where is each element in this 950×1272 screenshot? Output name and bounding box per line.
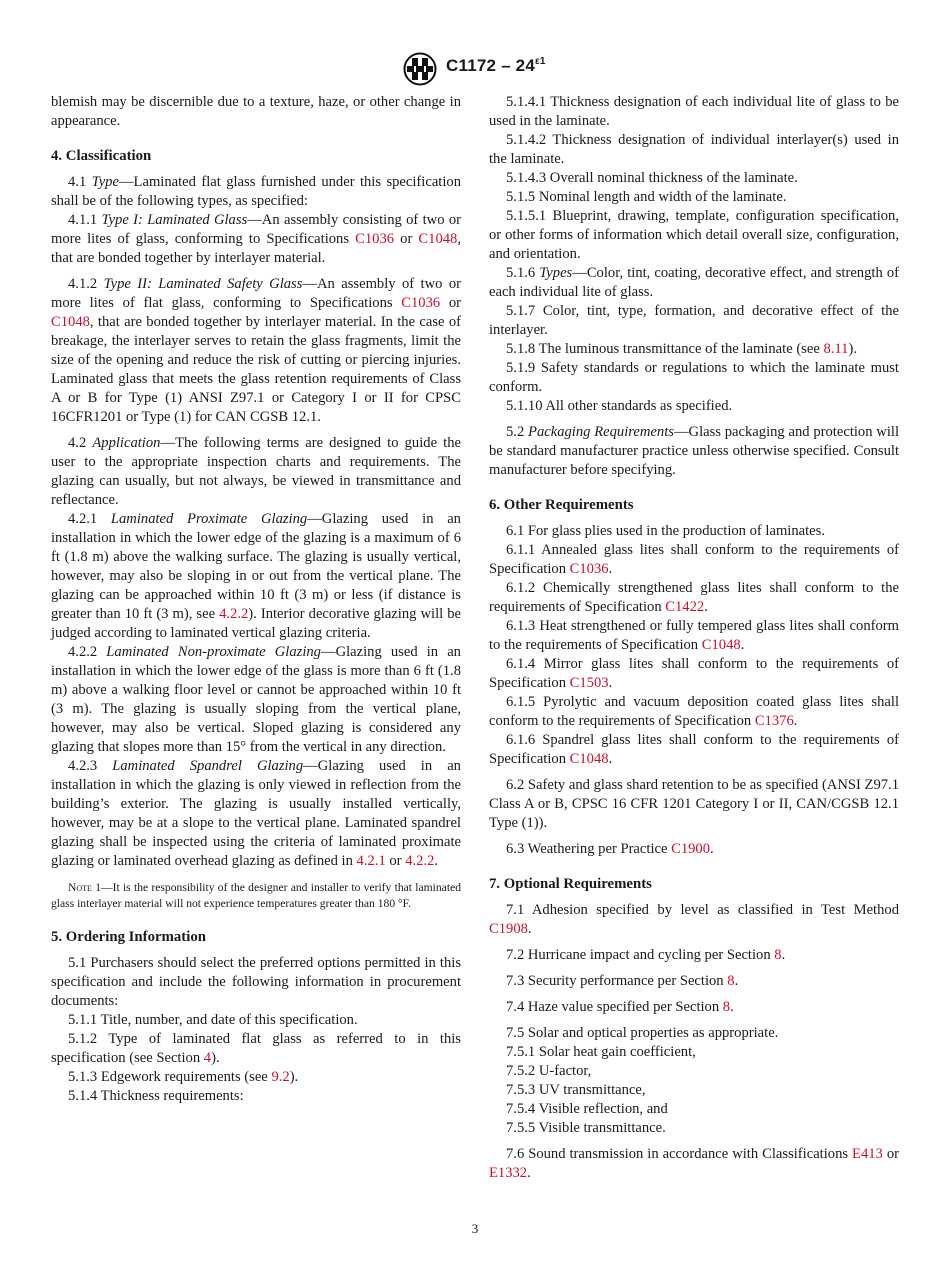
paragraph-6-1-4: 6.1.4 Mirror glass lites shall conform to the requirements of Specification C1503. — [489, 656, 899, 691]
paragraph-5-1-5-1: 5.1.5.1 Blueprint, drawing, template, configuration specification, or other forms of information which detail overall size, configuration, and orientation. — [489, 208, 899, 262]
paragraph-7-5-4: 7.5.4 Visible reflection, and — [506, 1101, 668, 1117]
paragraph-blemish: blemish may be discernible due to a texture, haze, or other change in appearance. — [51, 94, 461, 129]
paragraph-5-1: 5.1 Purchasers should select the preferred options permitted in this specification and include the following information in procurement documents: — [51, 955, 461, 1009]
paragraph-4-2-1: 4.2.1 Laminated Proximate Glazing—Glazing used in an installation in which the lower edge of the glazing is a maximum of 6 ft (1.8 m) above the walking surface. The glazing is usually vertical, however, may also be sloping in or out from the vertical plane. The glazing can be approached within 10 ft (3 m) or less (if distance is greater than 10 ft (3 m), see 4.2.2). Interior decorative glazing will be judged according to laminated vertical glazing criteria. — [51, 511, 461, 641]
paragraph-5-1-9: 5.1.9 Safety standards or regulations to which the laminate must conform. — [489, 360, 899, 395]
link-section-8[interactable]: 8 — [774, 947, 782, 963]
paragraph-5-1-2: 5.1.2 Type of laminated flat glass as referred to in this specification (see Section 4). — [51, 1031, 461, 1066]
page-number: 3 — [471, 1221, 479, 1236]
page-header — [0, 52, 950, 86]
paragraph-5-1-10: 5.1.10 All other standards as specified. — [506, 398, 733, 414]
link-c1503[interactable]: C1503 — [569, 675, 609, 691]
paragraph-7-5-5: 7.5.5 Visible transmittance. — [506, 1120, 666, 1136]
paragraph-5-1-7: 5.1.7 Color, tint, type, formation, and decorative effect of the interlayer. — [489, 303, 899, 338]
link-c1900[interactable]: C1900 — [671, 841, 711, 857]
paragraph-5-1-4: 5.1.4 Thickness requirements: — [68, 1088, 244, 1104]
paragraph-5-1-4-2: 5.1.4.2 Thickness designation of individual interlayer(s) used in the laminate. — [489, 132, 899, 167]
paragraph-6-2: 6.2 Safety and glass shard retention to be as specified (ANSI Z97.1 Class A or B, CPSC 16 CFR 1201 Category I or II, CAN/CGSB 12.1 Type (1)). — [489, 777, 899, 831]
paragraph-5-1-8: 5.1.8 The luminous transmittance of the laminate (see 8.11). — [506, 341, 857, 357]
link-c1036[interactable]: C1036 — [401, 295, 441, 311]
link-8-11[interactable]: 8.11 — [823, 341, 849, 357]
link-c1048[interactable]: C1048 — [418, 231, 458, 247]
paragraph-5-1-6: 5.1.6 Types—Color, tint, coating, decorative effect, and strength of each individual lite of glass. — [489, 265, 899, 300]
section-7-heading: 7. Optional Requirements — [489, 876, 652, 892]
link-c1036[interactable]: C1036 — [355, 231, 395, 247]
link-c1376[interactable]: C1376 — [754, 713, 794, 729]
paragraph-6-1-1: 6.1.1 Annealed glass lites shall conform to the requirements of Specification C1036. — [489, 542, 899, 577]
paragraph-7-2: 7.2 Hurricane impact and cycling per Section 8. — [506, 947, 786, 963]
paragraph-6-1-5: 6.1.5 Pyrolytic and vacuum deposition coated glass lites shall conform to the requirements of Specification C1376. — [489, 694, 899, 729]
paragraph-5-1-4-3: 5.1.4.3 Overall nominal thickness of the laminate. — [506, 170, 798, 186]
section-6-heading: 6. Other Requirements — [489, 497, 634, 513]
paragraph-7-5: 7.5 Solar and optical properties as appropriate. — [506, 1025, 779, 1041]
paragraph-7-4: 7.4 Haze value specified per Section 8. — [506, 999, 734, 1015]
paragraph-6-1-6: 6.1.6 Spandrel glass lites shall conform to the requirements of Specification C1048. — [489, 732, 899, 767]
right-column — [489, 93, 899, 1183]
paragraph-6-3: 6.3 Weathering per Practice C1900. — [506, 841, 714, 857]
paragraph-7-1: 7.1 Adhesion specified by level as classified in Test Method C1908. — [489, 902, 899, 937]
left-column — [51, 93, 461, 1106]
paragraph-4-1-2: 4.1.2 Type II: Laminated Safety Glass—An assembly of two or more lites of flat glass, conforming to Specifications C1036 or C1048, that are bonded together by interlayer material. In the case of breakage, the interlayer serves to retain the glass fragments, limit the size of the opening and reduce the risk of cutting or piercing injuries. Laminated glass that meets the glass retention requirements of Class A or B for Type (1) ANSI Z97.1 or Category I or II for CPSC 16CFR1201 or Type (1) for CAN CGSB 12.1. — [51, 276, 462, 425]
note-1: Note 1—It is the responsibility of the designer and installer to verify that laminated glass interlayer material will not experience temperatures greater than 180 °F. — [51, 881, 461, 910]
link-section-8[interactable]: 8 — [722, 999, 731, 1015]
link-4-2-2[interactable]: 4.2.2 — [219, 606, 249, 622]
link-e1332[interactable]: E1332 — [489, 1165, 528, 1181]
link-c1036[interactable]: C1036 — [569, 561, 609, 577]
link-4-2-2[interactable]: 4.2.2 — [405, 853, 435, 869]
link-c1048[interactable]: C1048 — [51, 314, 90, 330]
astm-logo-icon — [402, 52, 438, 86]
paragraph-4-1-1: 4.1.1 Type I: Laminated Glass—An assembly consisting of two or more lites of glass, conforming to Specifications C1036 or C1048, that are bonded together by interlayer material. — [51, 212, 461, 266]
link-c1908[interactable]: C1908 — [489, 921, 528, 937]
paragraph-4-2-2: 4.2.2 Laminated Non-proximate Glazing—Glazing used in an installation in which the lower edge of the glass is more than 6 ft (1.8 m) above a walking floor level or cannot be approached within 10 ft (3 m). The glazing is usually sloping from the vertical plane, however, may also be vertical. Sloped glazing is considered any glazing that slopes more than 15° from the vertical in any direction. — [51, 644, 461, 755]
link-section-4[interactable]: 4 — [203, 1050, 212, 1066]
paragraph-7-5-2: 7.5.2 U-factor, — [506, 1063, 592, 1079]
link-c1048[interactable]: C1048 — [701, 637, 741, 653]
paragraph-6-1: 6.1 For glass plies used in the production of laminates. — [506, 523, 825, 539]
paragraph-5-1-4-1: 5.1.4.1 Thickness designation of each individual lite of glass to be used in the laminate. — [489, 94, 899, 129]
link-9-2[interactable]: 9.2 — [271, 1069, 290, 1085]
paragraph-5-1-1: 5.1.1 Title, number, and date of this specification. — [68, 1012, 358, 1028]
paragraph-6-1-3: 6.1.3 Heat strengthened or fully tempered glass lites shall conform to the requirements of Specification C1048. — [489, 618, 899, 653]
link-4-2-1[interactable]: 4.2.1 — [356, 853, 386, 869]
link-c1422[interactable]: C1422 — [665, 599, 705, 615]
section-4-heading: 4. Classification — [51, 148, 152, 164]
paragraph-5-2: 5.2 Packaging Requirements—Glass packaging and protection will be standard manufacturer practice unless otherwise specified. Consult manufacturer before specifying. — [489, 424, 900, 478]
link-c1048[interactable]: C1048 — [569, 751, 609, 767]
paragraph-7-6: 7.6 Sound transmission in accordance with Classifications E413 or E1332. — [489, 1146, 899, 1181]
paragraph-5-1-5: 5.1.5 Nominal length and width of the laminate. — [506, 189, 787, 205]
paragraph-6-1-2: 6.1.2 Chemically strengthened glass lites shall conform to the requirements of Specification C1422. — [489, 580, 899, 615]
link-e413[interactable]: E413 — [852, 1146, 883, 1162]
section-5-heading: 5. Ordering Information — [51, 929, 206, 945]
paragraph-5-1-3: 5.1.3 Edgework requirements (see 9.2). — [68, 1069, 299, 1085]
epsilon-superscript: ε1 — [534, 56, 546, 67]
paragraph-4-2: 4.2 Application—The following terms are designed to guide the user to the appropriate inspection charts and requirements. The glazing can usually, but not always, be viewed in transmittance and reflectance. — [51, 435, 461, 508]
document-designation: $C1172 - 24^{\varepsilon 1}$ — [446, 56, 546, 75]
paragraph-4-2-3: 4.2.3 Laminated Spandrel Glazing—Glazing used in an installation in which the glazing is only viewed in reflection from the building’s exterior. The glazing is usually installed vertically, however, may be at a slope to the vertical plane. Laminated spandrel glazing shall be inspected using the criteria of laminated proximate glazing or laminated overhead glazing as defined in 4.2.1 or 4.2.2. — [51, 758, 461, 869]
paragraph-7-5-3: 7.5.3 UV transmittance, — [506, 1082, 646, 1098]
paragraph-7-5-1: 7.5.1 Solar heat gain coefficient, — [506, 1044, 696, 1060]
paragraph-4-1: 4.1 Type—Laminated flat glass furnished under this specification shall be of the following types, as specified: — [51, 174, 462, 209]
link-section-8[interactable]: 8 — [727, 973, 735, 989]
paragraph-7-3: 7.3 Security performance per Section 8. — [506, 973, 739, 989]
